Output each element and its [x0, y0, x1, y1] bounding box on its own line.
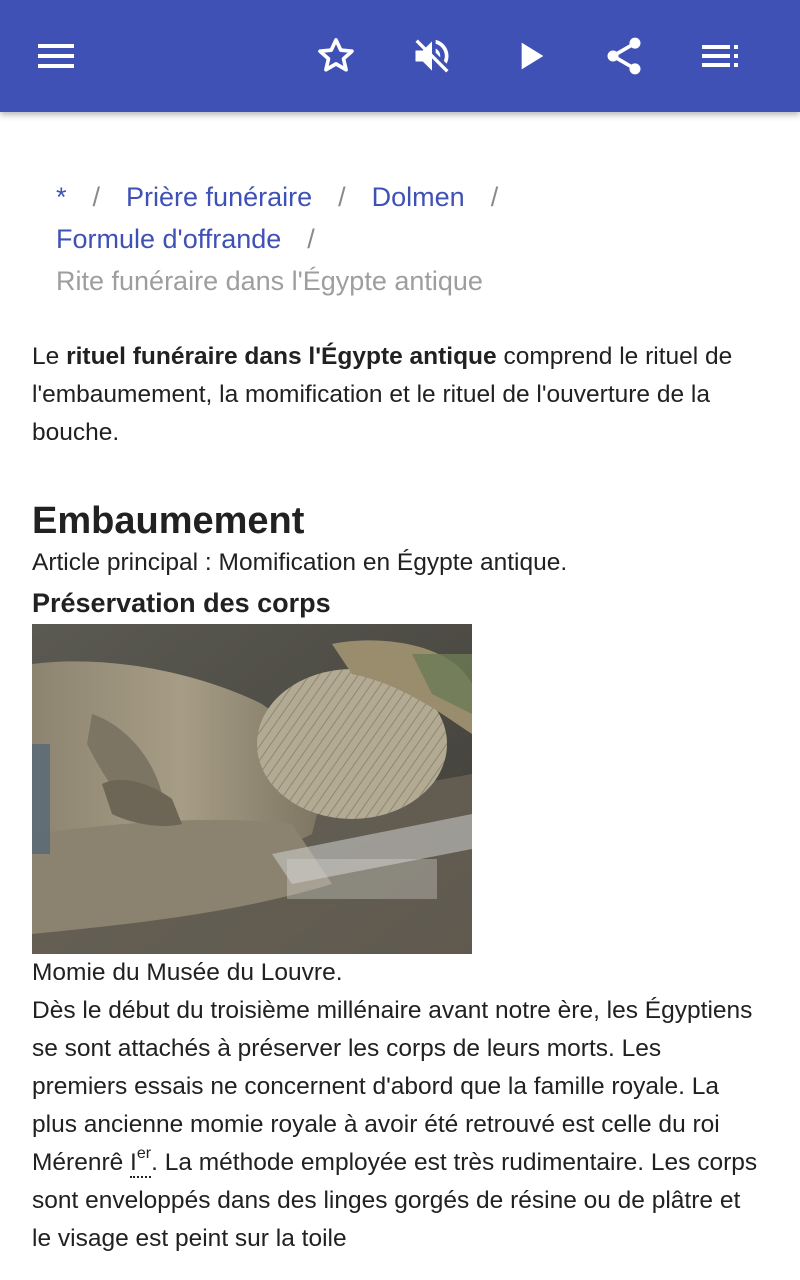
paragraph-text-part-2: . La méthode employée est très rudimentaire. Les corps sont enveloppés dans des linges gorgés de résine ou de plâtre et le visage est peint sur la toile — [32, 1149, 758, 1252]
intro-prefix: Le — [32, 343, 67, 370]
main-article-link[interactable]: Article principal : Momification en Égypte antique. — [32, 549, 568, 576]
list-icon — [700, 36, 740, 76]
regnal-number: I — [130, 1149, 137, 1176]
image-caption: Momie du Musée du Louvre. — [32, 959, 343, 986]
breadcrumb-separator: / — [338, 182, 346, 212]
contents-button[interactable] — [688, 24, 752, 88]
mummy-illustration — [32, 624, 472, 954]
regnal-number-abbr[interactable] — [130, 1145, 152, 1178]
subsection-title: Préservation des corps — [32, 588, 331, 618]
app-bar — [0, 0, 800, 112]
intro-suffix: comprend le rituel de l'embaumement, la momification et le rituel de l'ouverture de la bouche. — [32, 343, 733, 446]
share-button[interactable] — [592, 24, 656, 88]
intro-bold-term: rituel funéraire dans l'Égypte antique — [66, 343, 497, 370]
intro-paragraph — [32, 338, 762, 452]
section-title: Embaumement — [32, 500, 305, 542]
body-paragraph — [32, 992, 762, 1258]
menu-button[interactable] — [24, 24, 88, 88]
breadcrumb-item-priere-funeraire[interactable]: Prière funéraire — [126, 182, 313, 212]
mummy-image[interactable] — [32, 624, 472, 954]
menu-icon — [36, 36, 76, 76]
mute-button[interactable] — [400, 24, 464, 88]
article-scroll-area[interactable] — [0, 112, 800, 1280]
play-button[interactable] — [498, 24, 562, 88]
star-icon — [314, 34, 358, 78]
breadcrumb-item-home[interactable]: * — [56, 182, 67, 212]
breadcrumb-separator: / — [307, 224, 315, 254]
regnal-suffix: er — [136, 1145, 152, 1162]
paragraph-text-part-1: Dès le début du troisième millénaire avant notre ère, les Égyptiens se sont attachés à préserver les corps de leurs morts. Les premiers essais ne concernent d'abord que la famille royale. La plus ancienne momie royale à avoir été retrouvé est celle du roi Mérenrê — [32, 997, 753, 1176]
bookmark-button[interactable] — [304, 24, 368, 88]
breadcrumb — [56, 176, 756, 302]
share-icon — [602, 34, 646, 78]
article-body — [32, 338, 762, 1258]
breadcrumb-current-page: Rite funéraire dans l'Égypte antique — [56, 266, 483, 296]
play-icon — [510, 36, 550, 76]
breadcrumb-separator: / — [92, 182, 101, 212]
breadcrumb-item-formule-d-offrande[interactable]: Formule d'offrande — [56, 224, 282, 254]
volume-off-icon — [410, 34, 454, 78]
breadcrumb-separator: / — [490, 182, 499, 212]
breadcrumb-item-dolmen[interactable]: Dolmen — [371, 182, 465, 212]
